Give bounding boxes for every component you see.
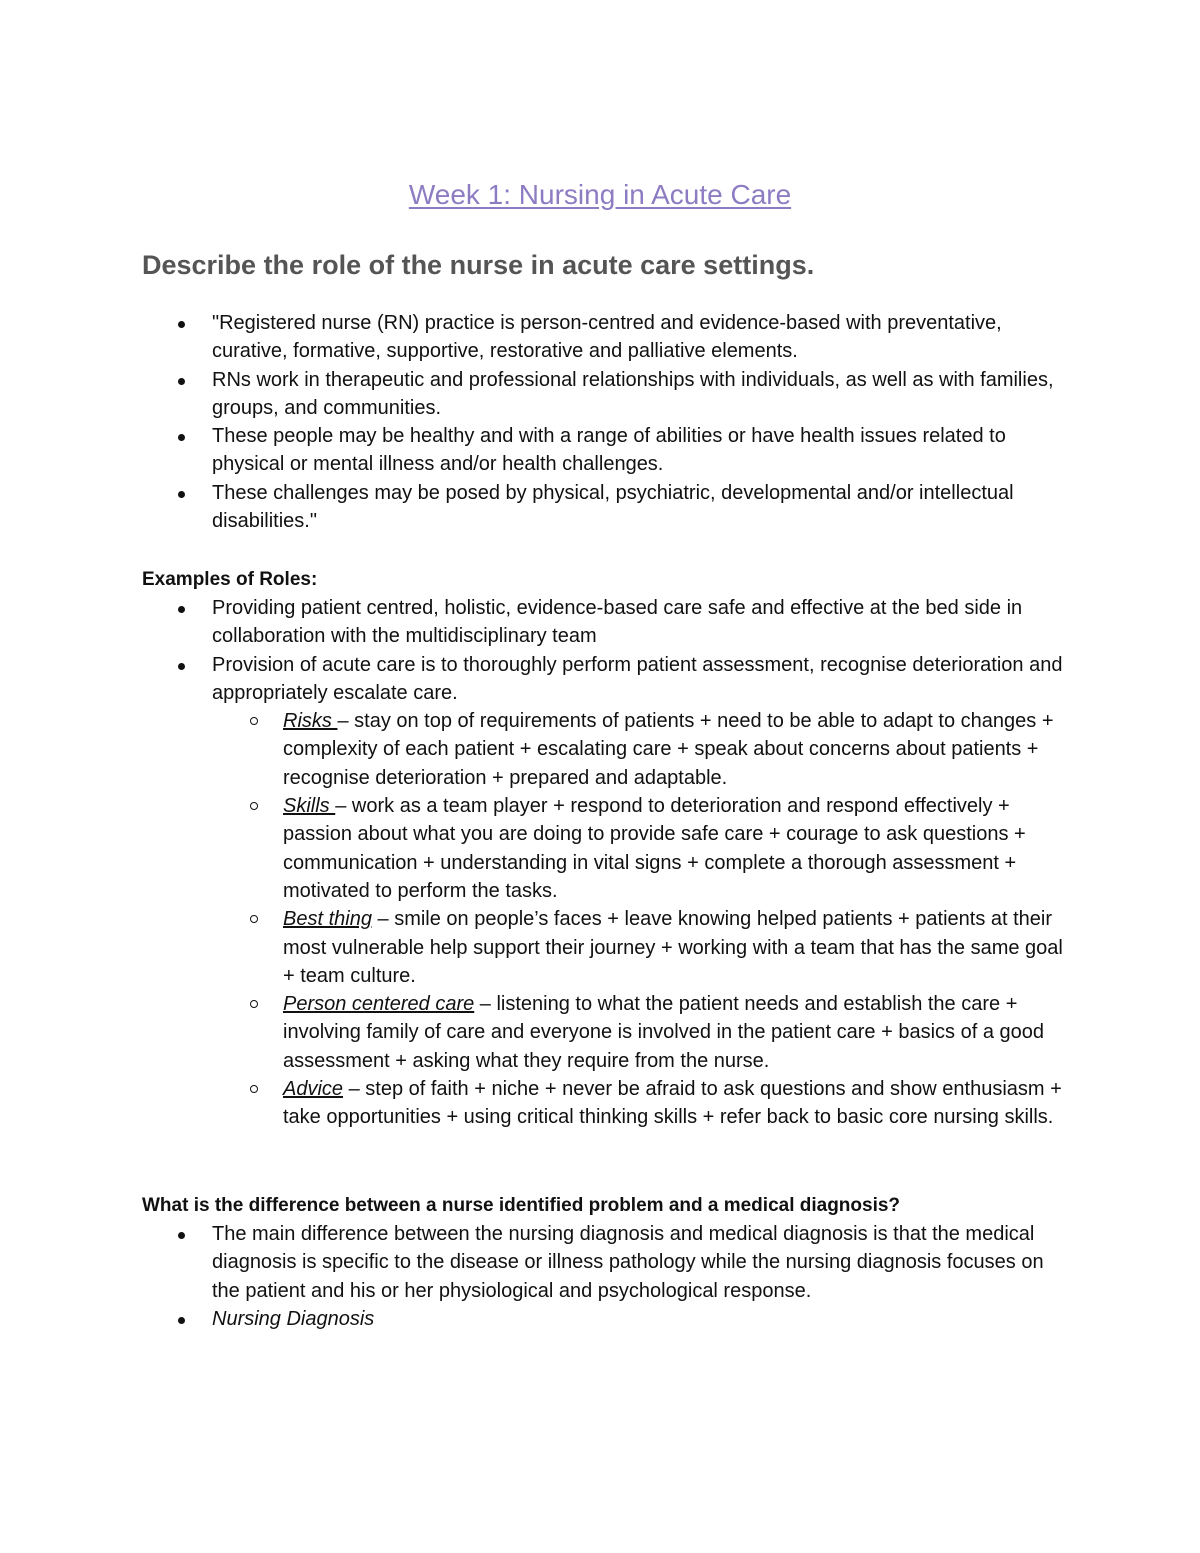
list-item: These challenges may be posed by physical, psychiatric, developmental and/or intellectual disabilities." bbox=[142, 479, 1072, 536]
list-item: These people may be healthy and with a range of abilities or have health issues related to physical or mental illness and/or health challenges. bbox=[142, 422, 1072, 479]
section-heading-role: Describe the role of the nurse in acute care settings. bbox=[142, 250, 815, 280]
list-item: RNs work in therapeutic and professional relationships with individuals, as well as with families, groups, and communities. bbox=[142, 366, 1072, 423]
term-description: – work as a team player + respond to deterioration and respond effectively + passion about what you are doing to provide safe care + courage to ask questions + communication + understanding in vital signs + complete a thorough assessment + motivated to perform the tasks. bbox=[283, 795, 1026, 902]
sub-list-item-person-centered-care bbox=[142, 990, 1072, 1075]
section-heading-difference: What is the difference between a nurse identified problem and a medical diagnosis? bbox=[142, 1195, 901, 1216]
term-label: Advice bbox=[283, 1078, 344, 1101]
section-heading-examples: Examples of Roles: bbox=[142, 569, 318, 590]
term-label: Risks bbox=[283, 710, 338, 733]
term-label: Best thing bbox=[283, 908, 372, 931]
page-title: Week 1: Nursing in Acute Care bbox=[408, 179, 792, 210]
term-description: – stay on top of requirements of patients + need to be able to adapt to changes + complexity of each patient + escalating care + speak about concerns about patients + recognise deterioration + prepared and adaptable. bbox=[283, 710, 1054, 789]
list-item: "Registered nurse (RN) practice is person-centred and evidence-based with preventative, curative, formative, supportive, restorative and palliative elements. bbox=[142, 309, 1072, 366]
list-item-text: Provision of acute care is to thoroughly perform patient assessment, recognise deterioration and appropriately escalate care. bbox=[212, 653, 1063, 704]
term-description: – smile on people’s faces + leave knowing helped patients + patients at their most vulnerable help support their journey + working with a team that has the same goal + team culture. bbox=[283, 908, 1063, 987]
sub-list-item-risks bbox=[142, 707, 1072, 792]
difference-section bbox=[142, 1192, 1072, 1333]
term-label: Person centered care bbox=[283, 993, 475, 1016]
list-item: Nursing Diagnosis bbox=[142, 1305, 1072, 1333]
role-bullet-list bbox=[142, 309, 1072, 535]
examples-section bbox=[142, 566, 1072, 1132]
sub-list-item-advice bbox=[142, 1075, 1072, 1132]
term-description: – listening to what the patient needs and establish the care + involving family of care and everyone is involved in the patient care + basics of a good assessment + asking what they require from the nurse. bbox=[283, 993, 1044, 1072]
term-description: – step of faith + niche + never be afraid to ask questions and show enthusiasm + take opportunities + using critical thinking skills + refer back to basic core nursing skills. bbox=[283, 1078, 1062, 1129]
list-item: The main difference between the nursing diagnosis and medical diagnosis is that the medical diagnosis is specific to the disease or illness pathology while the nursing diagnosis focuses on the patient and his or her physiological and psychological response. bbox=[142, 1220, 1072, 1305]
list-item bbox=[142, 651, 1072, 708]
sub-list-item-best-thing bbox=[142, 905, 1072, 990]
sub-list-item-skills bbox=[142, 792, 1072, 905]
term-label: Skills bbox=[283, 795, 336, 818]
list-item: Providing patient centred, holistic, evidence-based care safe and effective at the bed side in collaboration with the multidisciplinary team bbox=[142, 594, 1072, 651]
